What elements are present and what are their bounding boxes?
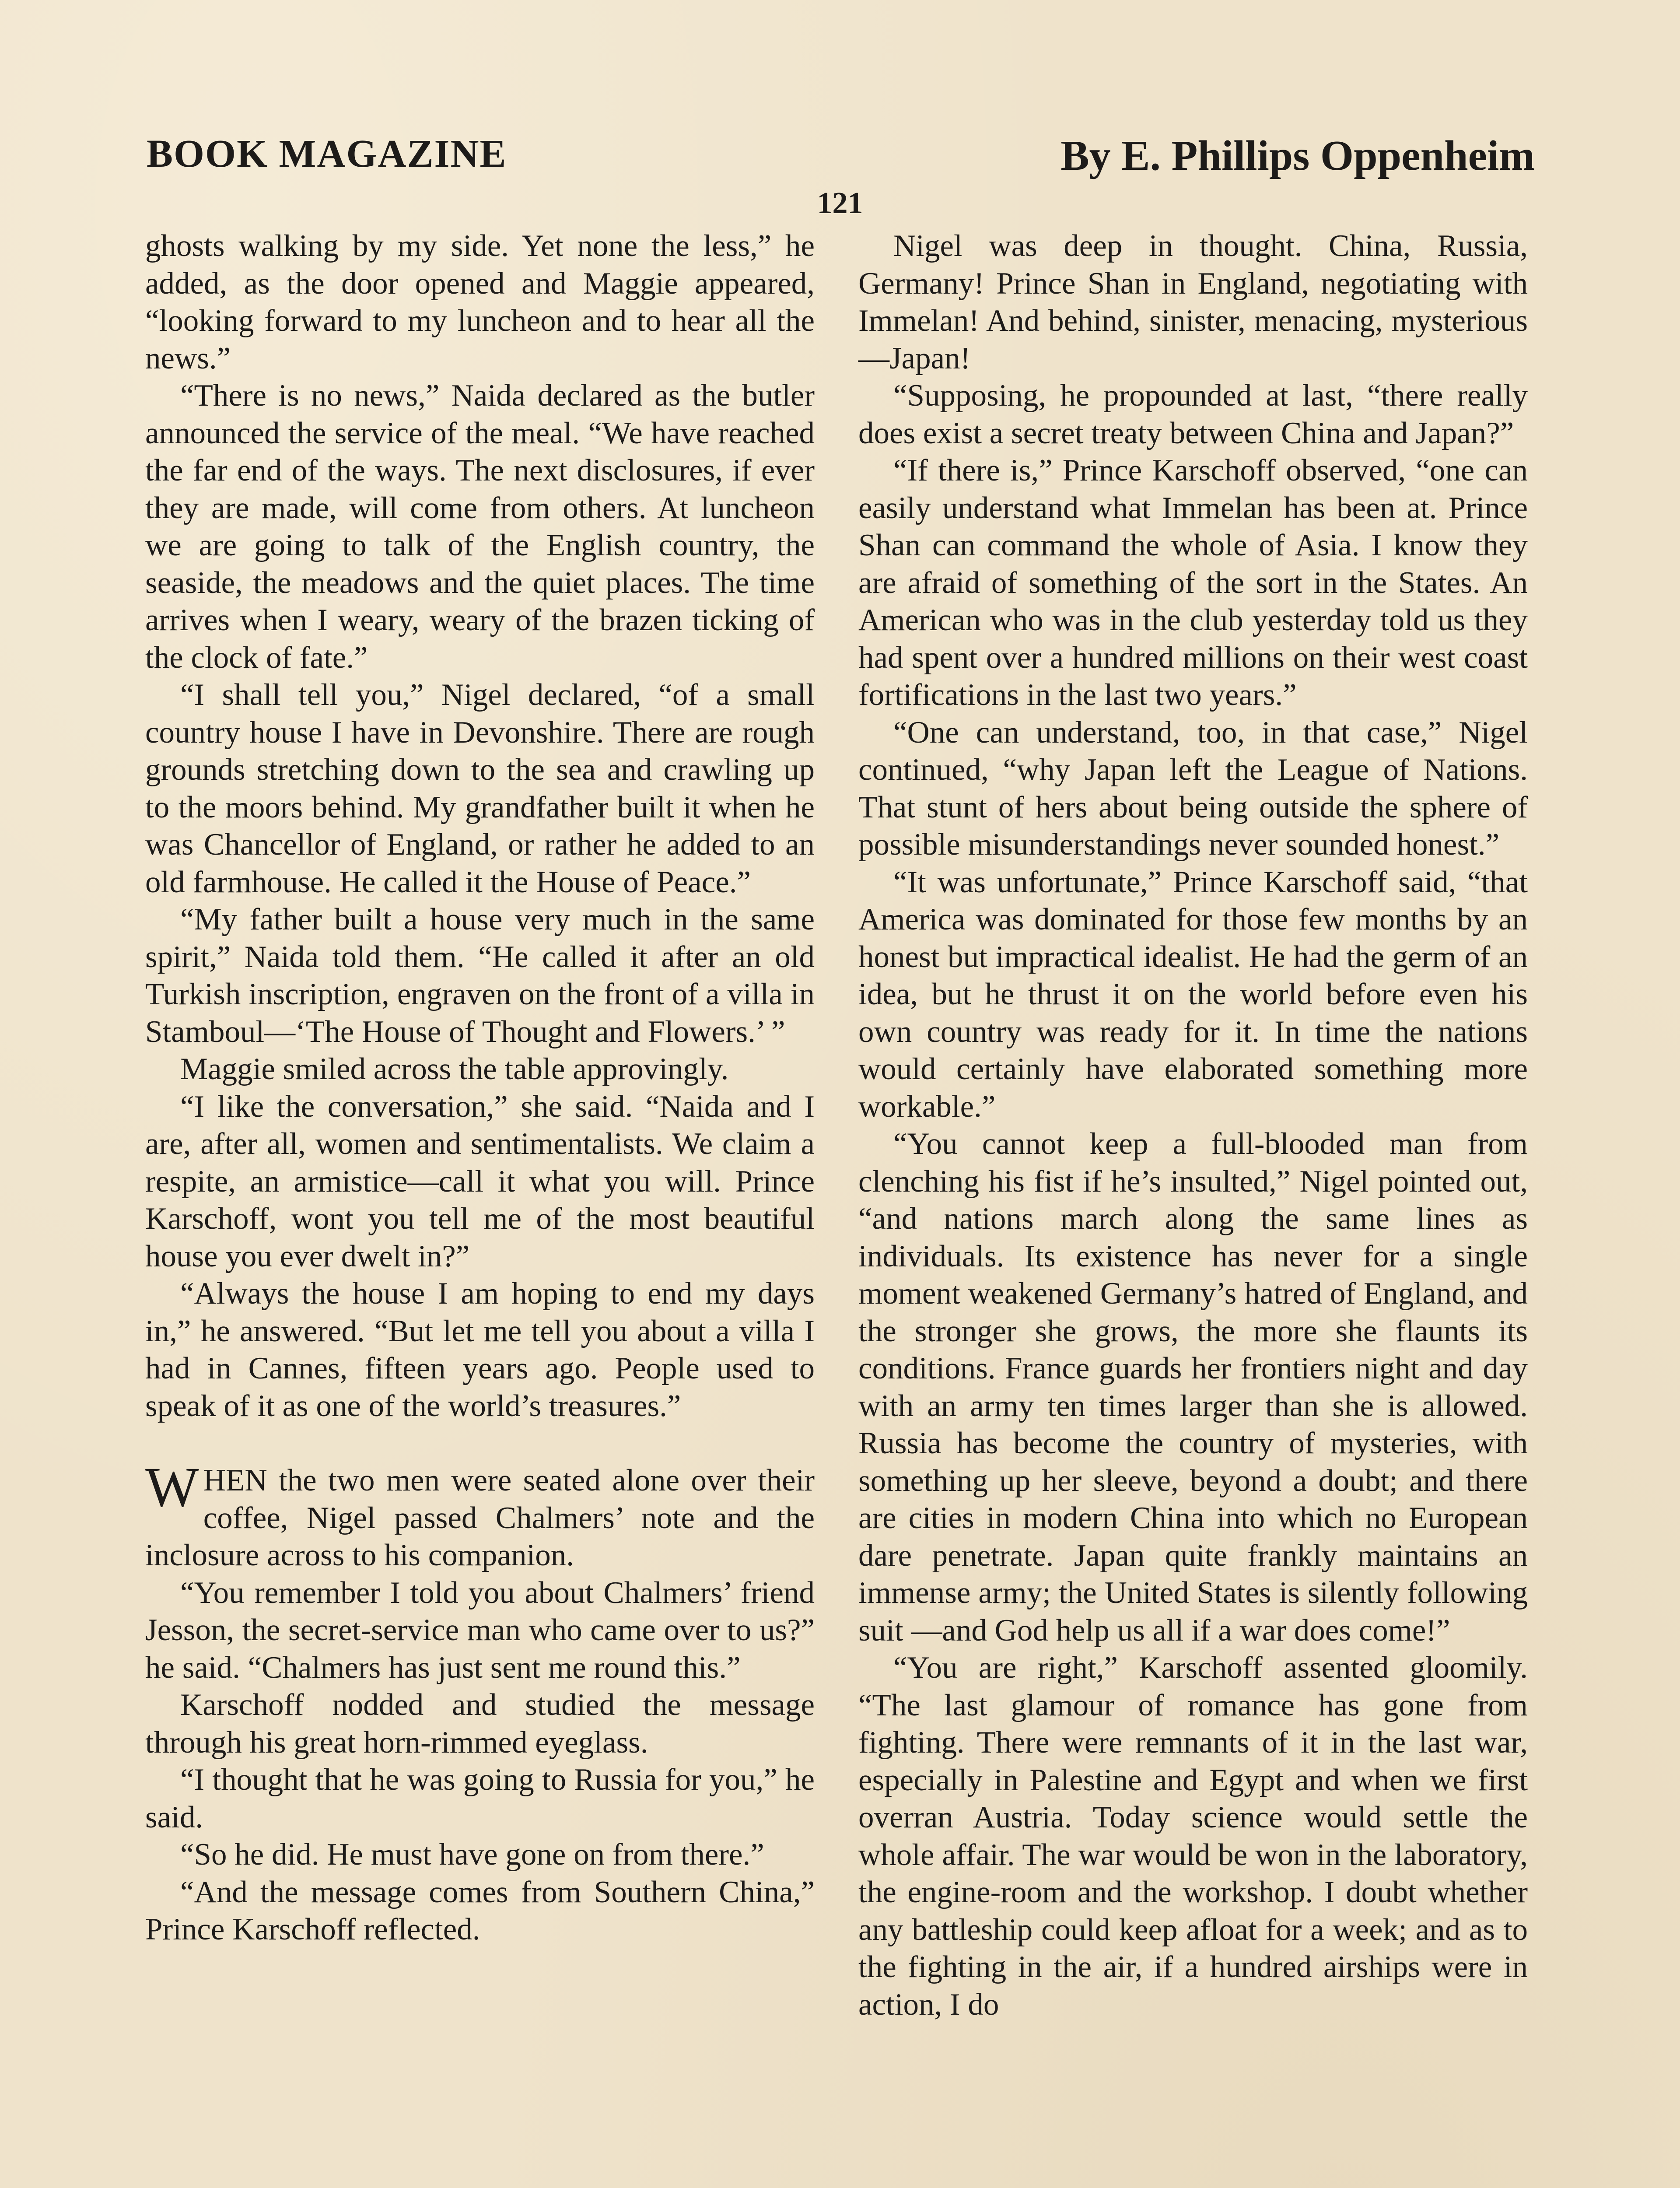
paragraph: “So he did. He must have gone on from there.” — [180, 1837, 764, 1872]
paragraph: “I like the conversation,” she said. “Naida and I are, after all, women and sentimentalists. We claim a respite, an armistice—call it what you will. Prince Karschoff, wont you tell me of the most beautiful house you ever dwelt in?” — [145, 1089, 815, 1273]
page-number: 121 — [817, 186, 863, 220]
paragraph: “You remember I told you about Chalmers’ friend Jesson, the secret-service man who came over to us?” he said. “Chalmers has just sent me round this.” — [145, 1575, 815, 1685]
paragraph: “Always the house I am hoping to end my days in,” he answered. “But let me tell you about a villa I had in Cannes, fifteen years ago. People used to speak of it as one of the world’s treasures.” — [145, 1276, 815, 1423]
paragraph: “My father built a house very much in the same spirit,” Naida told them. “He called it after an old Turkish inscription, engraven on the front of a villa in Stamboul—‘The House of Thought and Flowers.’ ” — [145, 902, 815, 1049]
paragraph: “You cannot keep a full-blooded man from clenching his fist if he’s insulted,” Nigel pointed out, “and nations march along the same lines as individuals. Its existence has never for a single moment weakened Germany’s hatred of England, and the stronger she grows, the more she flaunts its conditions. France guards her frontiers night and day with an army ten times larger than she is allowed. Russia has become the country of mysteries, with something up her sleeve, beyond a doubt; and there are cities in modern China into which no European dare penetrate. Japan quite frankly maintains an immense army; the United States is silently following suit —and God help us all if a war does come!” — [858, 1127, 1528, 1648]
magazine-title: BOOK MAGAZINE — [147, 132, 507, 175]
paragraph: “I shall tell you,” Nigel declared, “of a small country house I have in Devonshire. There are rough grounds stretching down to the sea and crawling up to the moors behind. My grandfather built it when he was Chancellor of England, or rather he added to an old farmhouse. He called it the House of Peace.” — [145, 678, 815, 899]
paragraph: ghosts walking by my side. Yet none the less,” he added, as the door opened and Maggie appeared, “looking forward to my luncheon and to hear all the news.” — [145, 229, 815, 375]
author-byline: By E. Phillips Oppenheim — [1060, 132, 1535, 179]
paragraph: “If there is,” Prince Karschoff observed, “one can easily understand what Immelan has been at. Prince Shan can command the whole of Asia. I know they are afraid of something of the sort in the States. An American who was in the club yesterday told us they had spent over a hundred millions on their west coast fortifications in the last two years.” — [858, 453, 1528, 712]
paragraph: “One can understand, too, in that case,” Nigel continued, “why Japan left the League of Nations. That stunt of hers about being outside the sphere of possible misunderstandings never sounded honest.” — [858, 715, 1528, 862]
section-opening-paragraph — [145, 1456, 815, 1574]
paragraph: Maggie smiled across the table approvingly. — [180, 1052, 729, 1086]
paragraph: “I thought that he was going to Russia for you,” he said. — [145, 1763, 815, 1834]
running-header — [147, 131, 1535, 188]
paragraph: Nigel was deep in thought. China, Russia, Germany! Prince Shan in England, negotiating with Immelan! And behind, sinister, menacing, mysterious—Japan! — [858, 229, 1528, 375]
paragraph: “It was unfortunate,” Prince Karschoff said, “that America was dominated for those few months by an honest but impractical idealist. He had the germ of an idea, but he thrust it on the world before even his own country was ready for it. In time the nations would certainly have elaborated something more workable.” — [858, 865, 1528, 1124]
paragraph: “Supposing, he propounded at last, “there really does exist a secret treaty between China and Japan?” — [858, 379, 1528, 450]
paragraph: “And the message comes from Southern China,” Prince Karschoff reflected. — [145, 1875, 815, 1946]
left-column — [145, 228, 815, 1949]
drop-cap: W — [145, 1456, 199, 1519]
paragraph: Karschoff nodded and studied the message through his great horn-rimmed eyeglass. — [145, 1688, 815, 1760]
right-column — [858, 228, 1528, 2023]
paragraph: “You are right,” Karschoff assented gloomily. “The last glamour of romance has gone from fighting. There were remnants of it in the last war, especially in Palestine and Egypt and when we first overran Austria. Today science would settle the whole affair. The war would be won in the laboratory, the engine-room and the workshop. I doubt whether any battleship could keep afloat for a week; and as to the fighting in the air, if a hundred airships were in action, I do — [858, 1651, 1528, 2022]
section-opening-text: HEN the two men were seated alone over their coffee, Nigel passed Chalmers’ note and the inclosure across to his companion. — [145, 1463, 815, 1572]
paragraph: “There is no news,” Naida declared as the butler announced the service of the meal. “We have reached the far end of the ways. The next disclosures, if ever they are made, will come from others. At luncheon we are going to talk of the English country, the seaside, the meadows and the quiet places. The time arrives when I weary, weary of the brazen ticking of the clock of fate.” — [145, 379, 815, 675]
